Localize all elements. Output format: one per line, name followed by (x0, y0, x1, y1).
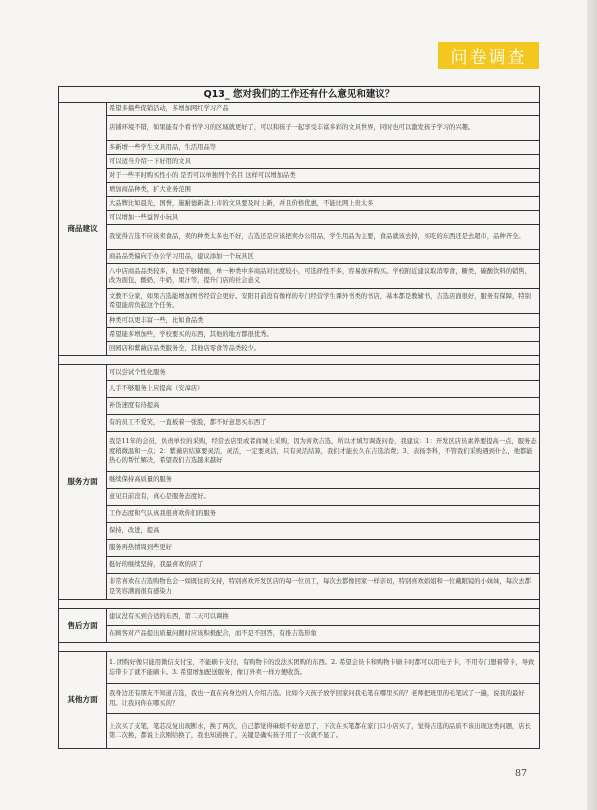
answer-row: 继续保持高质量的服务 (107, 472, 540, 489)
answer-row: 八中店商品品类较多，但是不够精细，单一种类中多商品对比度较小，可选择性不多，容易放弃购买。学校附近建议取消零食，糖类，碳酸饮料的销售，改为面包，酸奶，牛奶，果汁等，提升门店的社会意义 (107, 264, 540, 289)
category-other: 其他方面 (59, 652, 107, 749)
answer-row: 工作态度和气认真我很喜欢你们的服务 (107, 506, 540, 523)
answer-row: 非常喜欢在吉选购物也会一如既往的支持，特别喜欢开发区店的每一位员工，每次去都像回家一样亲切，特别喜欢娟姐和一位戴眼镜的小妹妹，每次去都是笑容满面很有感染力 (107, 574, 540, 600)
answer-row: 可以尝试个性化服务 (107, 365, 540, 381)
answer-row: 增加商品种类，扩大业务范围 (107, 183, 540, 197)
page-number: 87 (515, 768, 528, 779)
answer-row: 补货速度有待提高 (107, 398, 540, 415)
category-product: 商品建议 (59, 103, 107, 356)
answer-row: 商品品类偏向于办公学习用品，建议添加一个玩具区 (107, 250, 540, 264)
answer-row: 文教不分家，如果吉选能增加图书经营会更好。安阳目前没有像样的专门经营学生课外书类的书店，基本都是教辅书，吉选店面很好，服务有保障，特别希望能肩负起这个任务。 (107, 289, 540, 314)
section-spacer (59, 600, 540, 609)
answer-row: 人手不够服务上应提高（安漳店） (107, 381, 540, 398)
answer-row: 店铺环境不错，如果能有个看书学习的区域就更好了，可以和孩子一起享受丰富多彩的文具世界，同时也可以激发孩子学习的兴趣。 (107, 116, 540, 141)
answer-row: 希望能多增加些，学校要买的东西，其他的地方都很优秀。 (107, 328, 540, 342)
answer-row: 大品牌比如晨光，国誉，施耐德新款上市的文具要及时上新，并且价格优惠，不能比网上贵太多 (107, 197, 540, 211)
answer-row: 1. 团购好像只能用微信支付宝，不能刷卡支付，有购物卡的没法买团购的东西。2. 希望会员卡和购物卡刷卡时都可以用电子卡，不用专门想着带卡，导致忘带卡了就不能刷卡。3. 希望增加配送服务，像订外卖一样方便收货。 (107, 652, 540, 684)
answer-row: 我觉得吉选不应该卖食品，卖的种类太多也不好，吉选还是应该把卖办公用品，学生用品为主要，食品就该去掉，买吃的东西还是去超市，品种齐全。 (107, 225, 540, 250)
answer-row: 保持，改进，提高 (107, 523, 540, 540)
page-spine (587, 0, 597, 810)
answer-row: 我身边还有朋友不知道吉选，我也一直在向身边的人介绍吉选。比如今天孩子放学回家问我毛笔在哪里买的？老师把班里的毛笔试了一遍，说我的最好用。让我问你在哪买的？ (107, 684, 540, 714)
answer-row: 多新增一些学生文具用品，生活用品等 (107, 141, 540, 155)
answer-row: 对于一些平时购买性小的 是否可以单独列个名目 这样可以增加品类 (107, 169, 540, 183)
answer-row: 服务再热情周到些更好 (107, 540, 540, 557)
answer-row: 建议没有买到合适的东西，第二天可以调换 (107, 609, 540, 626)
survey-table (58, 86, 540, 749)
answer-row: 可以增加一些益智小玩具 (107, 211, 540, 225)
answer-row: 有的员工不爱笑，一直板着一张脸，都不好意思买东西了 (107, 415, 540, 432)
category-service: 服务方面 (59, 365, 107, 600)
category-after-sales: 售后方面 (59, 609, 107, 643)
answer-row: 意见目前没有，真心是服务态度好。 (107, 489, 540, 506)
question-title: Q13_ 您对我们的工作还有什么意见和建议？ (59, 87, 540, 103)
answer-row: 可以适当介绍一下好用的文具 (107, 155, 540, 169)
answer-row: 种类可以更丰富一些，比如食品类 (107, 314, 540, 328)
answer-row: 在顾客对产品提出质量问题时应该积极配合，而不是不回答，有推吉选形象 (107, 626, 540, 643)
answer-row: 上次买了支笔，笔芯反复出现断水，换了两次，自己都觉得麻烦不好意思了，下次在买笔都在家门口小店买了，觉得吉选的品质不该出现这类问题，店长第二次换，都说上次刚给换了，我也知道换了，关键是确实孩子用了一次就不显了。 (107, 714, 540, 749)
answer-row: 我是11年的会员，负责单位的采购，经常去店里或者商城上采购，因为喜欢吉选，所以才填写调查问卷，我建议：1：开发区店员素养要提高一点，服务态度稍微温和一点；2：紫薇店结算要灵活，灵活，一定要灵活，只有灵活结算，我们才能长久在吉选消费；3、表扬李科，不管我们采购遇到什么，他都能热心的帮忙解决，希望我们吉选越来越好 (107, 432, 540, 472)
answer-row: 回园店和紫薇店品类服务全，其他店零食等品类较少。 (107, 342, 540, 356)
section-spacer (59, 356, 540, 365)
answer-row: 希望多搞些促销活动，多增加网红学习产品 (107, 103, 540, 116)
section-badge: 问卷调查 (438, 42, 539, 69)
answer-row: 挺好的继续坚持，我最喜欢的店了 (107, 557, 540, 574)
section-spacer (59, 643, 540, 652)
